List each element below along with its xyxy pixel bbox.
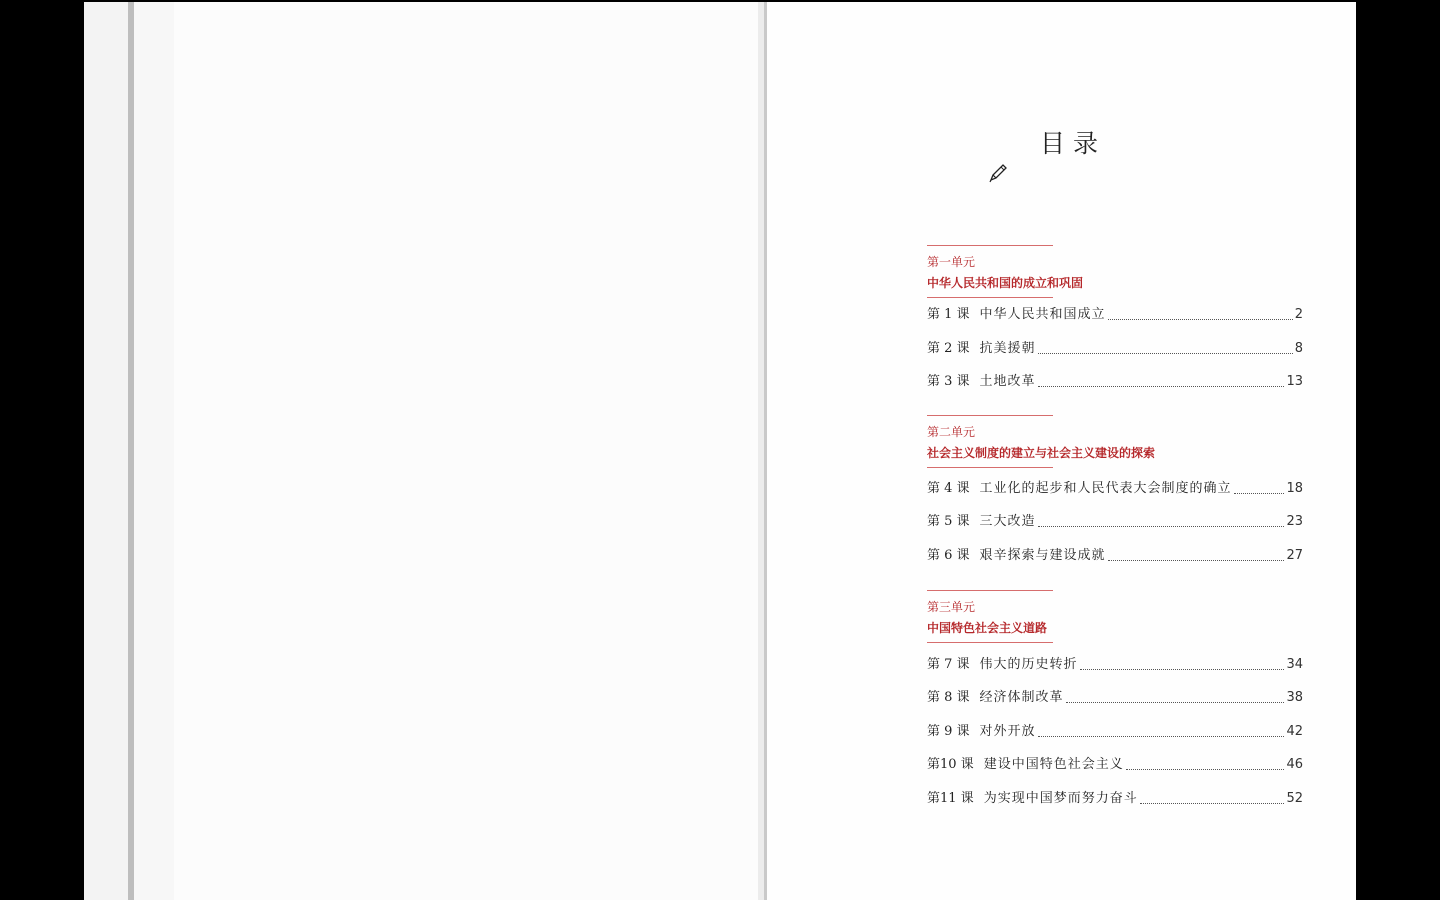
lesson-number: 第 6 课 xyxy=(927,548,970,563)
dot-leader xyxy=(1038,386,1285,387)
lesson-title: 对外开放 xyxy=(979,724,1036,739)
unit-rule xyxy=(927,590,1053,591)
lesson-title: 建设中国特色社会主义 xyxy=(983,757,1124,772)
dot-leader xyxy=(1108,319,1293,320)
lesson-number: 第 8 课 xyxy=(927,690,970,705)
pen-icon xyxy=(987,162,1009,184)
lesson-number: 第 4 课 xyxy=(927,481,970,496)
unit-1 xyxy=(927,245,1327,298)
lesson-number: 第 1 课 xyxy=(927,307,970,322)
unit-3 xyxy=(927,590,1327,643)
unit-rule xyxy=(927,642,1053,643)
dot-leader xyxy=(1038,736,1285,737)
toc-entry[interactable] xyxy=(927,339,1303,359)
left-page xyxy=(84,2,764,900)
unit-rule xyxy=(927,467,1053,468)
toc-entry[interactable] xyxy=(927,755,1303,775)
unit-rule xyxy=(927,415,1053,416)
unit-rule xyxy=(927,297,1053,298)
lesson-page: 52 xyxy=(1286,791,1303,806)
dot-leader xyxy=(1234,493,1285,494)
lesson-page: 23 xyxy=(1286,514,1303,529)
toc-entry[interactable] xyxy=(927,789,1303,809)
lesson-title: 土地改革 xyxy=(979,374,1036,389)
right-page xyxy=(767,2,1356,900)
lesson-number: 第 7 课 xyxy=(927,657,970,672)
lesson-number: 第 2 课 xyxy=(927,341,970,356)
unit-name: 中国特色社会主义道路 xyxy=(927,621,1048,635)
dot-leader xyxy=(1140,803,1285,804)
lesson-page: 8 xyxy=(1294,341,1303,356)
lesson-title: 伟大的历史转折 xyxy=(979,657,1078,672)
lesson-page: 46 xyxy=(1286,757,1303,772)
lesson-page: 42 xyxy=(1286,724,1303,739)
toc-entry[interactable] xyxy=(927,655,1303,675)
lesson-page: 18 xyxy=(1286,481,1303,496)
lesson-page: 2 xyxy=(1294,307,1303,322)
unit-2 xyxy=(927,415,1327,468)
lesson-page: 27 xyxy=(1286,548,1303,563)
dot-leader xyxy=(1108,560,1285,561)
lesson-page: 38 xyxy=(1286,690,1303,705)
unit-label: 第一单元 xyxy=(927,255,976,269)
toc-entry[interactable] xyxy=(927,512,1303,532)
unit-rule xyxy=(927,245,1053,246)
unit-name: 中华人民共和国的成立和巩固 xyxy=(927,276,1084,290)
lesson-number: 第11 课 xyxy=(927,791,974,806)
unit-label: 第二单元 xyxy=(927,425,976,439)
dot-leader xyxy=(1038,353,1293,354)
lesson-title: 三大改造 xyxy=(979,514,1036,529)
dot-leader xyxy=(1080,669,1285,670)
lesson-title: 艰辛探索与建设成就 xyxy=(979,548,1106,563)
toc-entry[interactable] xyxy=(927,688,1303,708)
lesson-title: 经济体制改革 xyxy=(979,690,1064,705)
dot-leader xyxy=(1126,769,1285,770)
dot-leader xyxy=(1066,702,1285,703)
toc-entry[interactable] xyxy=(927,305,1303,325)
lesson-title: 为实现中国梦而努力奋斗 xyxy=(983,791,1138,806)
lesson-page: 13 xyxy=(1286,374,1303,389)
toc-entry[interactable] xyxy=(927,546,1303,566)
toc-entry[interactable] xyxy=(927,372,1303,392)
lesson-number: 第 5 课 xyxy=(927,514,970,529)
page-edge xyxy=(84,2,128,900)
lesson-number: 第 9 课 xyxy=(927,724,970,739)
unit-label: 第三单元 xyxy=(927,600,976,614)
dot-leader xyxy=(1038,526,1285,527)
lesson-number: 第10 课 xyxy=(927,757,974,772)
toc-entry[interactable] xyxy=(927,479,1303,499)
lesson-title: 工业化的起步和人民代表大会制度的确立 xyxy=(979,481,1232,496)
book-spread xyxy=(84,2,1356,900)
lesson-title: 中华人民共和国成立 xyxy=(979,307,1106,322)
lesson-number: 第 3 课 xyxy=(927,374,970,389)
lesson-page: 34 xyxy=(1286,657,1303,672)
unit-name: 社会主义制度的建立与社会主义建设的探索 xyxy=(927,446,1156,460)
toc-title: 目录 xyxy=(1039,129,1106,158)
toc-entry[interactable] xyxy=(927,722,1303,742)
lesson-title: 抗美援朝 xyxy=(979,341,1036,356)
page-margin xyxy=(134,2,174,900)
